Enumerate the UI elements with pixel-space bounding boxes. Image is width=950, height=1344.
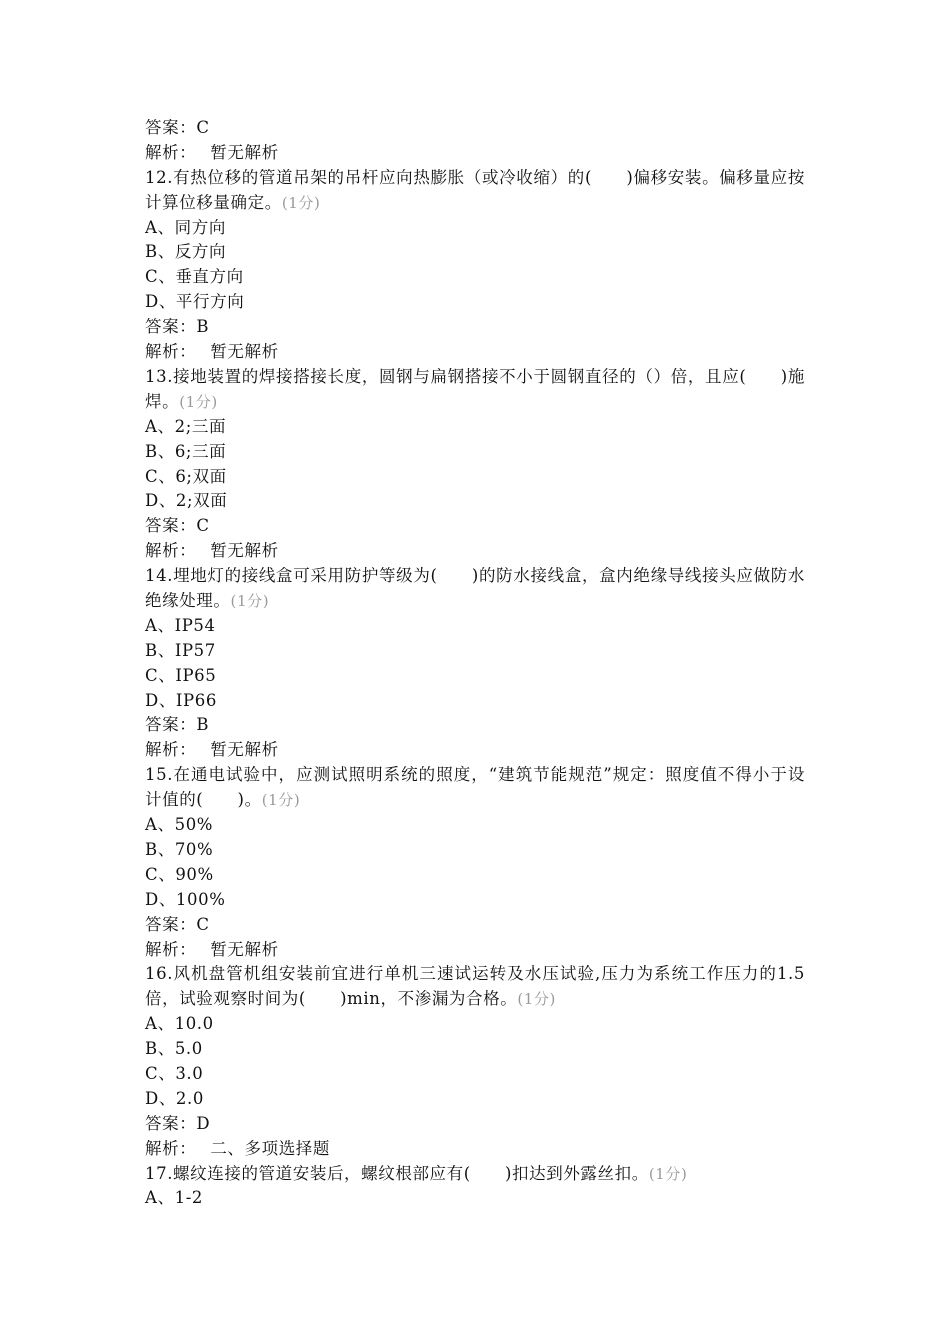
option: C、6;双面 bbox=[145, 466, 227, 486]
analysis-line bbox=[145, 539, 805, 564]
question-score: (1分) bbox=[648, 1164, 688, 1183]
option: B、6;三面 bbox=[145, 441, 227, 461]
question-stem bbox=[145, 1162, 805, 1187]
analysis-label: 解析： bbox=[145, 1138, 197, 1158]
analysis-line bbox=[145, 340, 805, 365]
option: D、IP66 bbox=[145, 690, 217, 710]
document-page bbox=[145, 116, 805, 1211]
question-score: (1分) bbox=[230, 592, 270, 610]
analysis-value: 暂无解析 bbox=[210, 939, 279, 959]
analysis-line bbox=[145, 738, 805, 763]
option: B、5.0 bbox=[145, 1039, 203, 1059]
option: C、IP65 bbox=[145, 665, 217, 685]
answer-line bbox=[145, 514, 805, 539]
option: D、2;双面 bbox=[145, 491, 228, 511]
question-text: 12.有热位移的管道吊架的吊杆应向热膨胀（或冷收缩）的( )偏移安装。偏移量应按计算位移量确定。 bbox=[145, 167, 805, 212]
answer-value: C bbox=[196, 118, 210, 137]
answer-line bbox=[145, 1112, 805, 1137]
analysis-value: 暂无解析 bbox=[210, 740, 279, 760]
analysis-label: 解析： bbox=[145, 541, 197, 561]
answer-value: D bbox=[196, 1113, 211, 1133]
analysis-label: 解析： bbox=[145, 142, 197, 162]
question-score: (1分) bbox=[179, 392, 218, 411]
option: B、IP57 bbox=[145, 640, 216, 660]
question-stem bbox=[145, 365, 805, 415]
answer-value: C bbox=[196, 914, 210, 934]
option: D、平行方向 bbox=[145, 292, 245, 312]
analysis-line bbox=[145, 938, 805, 963]
answer-label: 答案： bbox=[145, 1113, 197, 1133]
answer-line bbox=[145, 315, 805, 340]
answer-value: B bbox=[196, 715, 210, 735]
question-stem bbox=[145, 166, 805, 216]
answer-label: 答案： bbox=[145, 715, 197, 735]
answer-label: 答案： bbox=[145, 118, 197, 137]
question-score: (1分) bbox=[261, 791, 301, 810]
question-score: (1分) bbox=[281, 193, 321, 212]
question-stem bbox=[145, 564, 805, 614]
option: D、2.0 bbox=[145, 1088, 204, 1108]
question-text: 14.埋地灯的接线盒可采用防护等级为( )的防水接线盒，盒内绝缘导线接头应做防水绝缘处理。 bbox=[145, 566, 805, 610]
question-text: 16.风机盘管机组安装前宜进行单机三速试运转及水压试验,压力为系统工作压力的1.5倍，试验观察时间为( )min，不渗漏为合格。 bbox=[145, 964, 805, 1009]
option: A、2;三面 bbox=[145, 416, 227, 436]
question-text: 15.在通电试验中，应测试照明系统的照度，“建筑节能规范”规定：照度值不得小于设计值的( )。 bbox=[145, 765, 805, 810]
answer-label: 答案： bbox=[145, 914, 197, 934]
analysis-value: 暂无解析 bbox=[210, 142, 279, 162]
answer-value: B bbox=[196, 317, 210, 337]
option: A、50% bbox=[145, 815, 214, 835]
analysis-line bbox=[145, 141, 805, 166]
answer-line bbox=[145, 713, 805, 738]
analysis-label: 解析： bbox=[145, 939, 197, 959]
analysis-label: 解析： bbox=[145, 342, 197, 362]
analysis-value: 暂无解析 bbox=[210, 342, 279, 362]
option: A、10.0 bbox=[145, 1014, 214, 1034]
option: A、1-2 bbox=[145, 1188, 203, 1208]
analysis-value: 暂无解析 bbox=[210, 541, 279, 561]
option: D、100% bbox=[145, 889, 226, 909]
question-text: 13.接地装置的焊接搭接长度，圆钢与扁钢搭接不小于圆钢直径的（）倍，且应( )施焊。 bbox=[145, 366, 805, 411]
option: B、70% bbox=[145, 839, 214, 859]
option: C、90% bbox=[145, 864, 214, 884]
option: C、3.0 bbox=[145, 1064, 204, 1083]
answer-label: 答案： bbox=[145, 317, 197, 337]
question-stem bbox=[145, 962, 805, 1012]
question-score: (1分) bbox=[517, 990, 556, 1009]
option: A、同方向 bbox=[145, 217, 226, 237]
answer-line bbox=[145, 116, 805, 141]
option: B、反方向 bbox=[145, 242, 227, 262]
answer-label: 答案： bbox=[145, 516, 197, 536]
analysis-label: 解析： bbox=[145, 740, 197, 760]
analysis-value: 二、多项选择题 bbox=[210, 1138, 331, 1158]
option: C、垂直方向 bbox=[145, 267, 244, 287]
question-stem bbox=[145, 763, 805, 813]
analysis-line bbox=[145, 1137, 805, 1162]
answer-value: C bbox=[196, 516, 210, 536]
question-text: 17.螺纹连接的管道安装后，螺纹根部应有( )扣达到外露丝扣。 bbox=[145, 1163, 649, 1183]
answer-line bbox=[145, 913, 805, 938]
option: A、IP54 bbox=[145, 615, 216, 635]
